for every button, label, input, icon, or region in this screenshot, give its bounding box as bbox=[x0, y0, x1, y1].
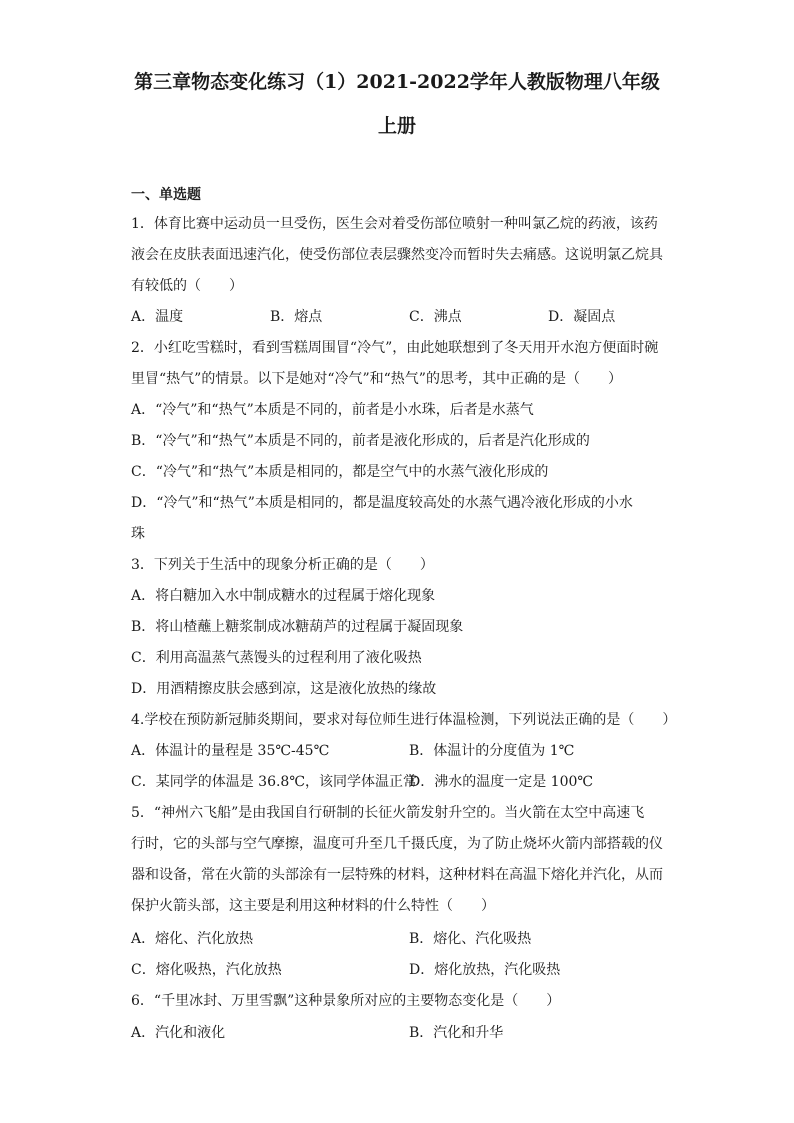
question-1-stem-line: 液会在皮肤表面迅速汽化，使受伤部位表层骤然变冷而暂时失去痛感。这说明氯乙烷具 bbox=[131, 247, 663, 263]
document-title: 第三章物态变化练习（1）2021-2022学年人教版物理八年级 bbox=[134, 71, 660, 93]
question-2-stem-line: 2．小红吃雪糕时，看到雪糕周围冒“冷气”，由此她联想到了冬天用开水泡方便面时碗 bbox=[131, 340, 659, 356]
question-5-stem-line: 器和设备，常在火箭的头部涂有一层特殊的材料，这种材料在高温下熔化并汽化，从而 bbox=[131, 867, 663, 883]
question-1-option-a: A．温度 bbox=[131, 309, 184, 325]
question-5-option-d: D．熔化放热，汽化吸热 bbox=[409, 962, 561, 978]
question-5-option-c: C．熔化吸热，汽化放热 bbox=[131, 962, 282, 978]
question-1-stem-line: 有较低的（ ） bbox=[131, 278, 243, 294]
question-4-option-c: C．某同学的体温是 36.8℃，该同学体温正常 bbox=[131, 774, 417, 790]
question-3-option-d: D．用酒精擦皮肤会感到凉，这是液化放热的缘故 bbox=[131, 681, 437, 697]
question-1-stem-line: 1．体育比赛中运动员一旦受伤，医生会对着受伤部位喷射一种叫氯乙烷的药液，该药 bbox=[131, 216, 658, 232]
question-5-stem-line: 保护火箭头部，这主要是利用这种材料的什么特性（ ） bbox=[131, 898, 495, 914]
question-3-option-b: B．将山楂蘸上糖浆制成冰糖葫芦的过程属于凝固现象 bbox=[131, 619, 464, 635]
question-1-option-c: C．沸点 bbox=[409, 309, 462, 325]
question-5-option-b: B．熔化、汽化吸热 bbox=[409, 931, 532, 947]
document-title-continued: 上册 bbox=[377, 115, 416, 137]
question-2-option-a: A．“冷气”和“热气”本质是不同的，前者是小水珠，后者是水蒸气 bbox=[131, 402, 534, 418]
question-3-option-a: A．将白糖加入水中制成糖水的过程属于熔化现象 bbox=[131, 588, 436, 604]
question-3-option-c: C．利用高温蒸气蒸馒头的过程利用了液化吸热 bbox=[131, 650, 422, 666]
question-1-option-d: D．凝固点 bbox=[548, 309, 616, 325]
question-2-option-b: B．“冷气”和“热气”本质是不同的，前者是液化形成的，后者是汽化形成的 bbox=[131, 433, 590, 449]
question-6-option-b: B．汽化和升华 bbox=[409, 1025, 504, 1041]
question-5-stem-line: 行时，它的头部与空气摩擦，温度可升至几千摄氏度，为了防止烧坏火箭内部搭载的仪 bbox=[131, 836, 663, 852]
question-4-option-a: A．体温计的量程是 35℃-45℃ bbox=[131, 743, 330, 759]
question-4-option-d: D．沸水的温度一定是 100℃ bbox=[409, 774, 594, 790]
section-heading: 一、单选题 bbox=[131, 187, 201, 203]
question-2-option-d: D．“冷气”和“热气”本质是相同的，都是温度较高处的水蒸气遇冷液化形成的小水 bbox=[131, 495, 633, 511]
question-4-option-b: B．体温计的分度值为 1℃ bbox=[409, 743, 575, 759]
question-3-stem-line: 3．下列关于生活中的现象分析正确的是（ ） bbox=[131, 557, 434, 573]
question-4-stem-line: 4.学校在预防新冠肺炎期间，要求对每位师生进行体温检测，下列说法正确的是（ ） bbox=[131, 712, 677, 728]
question-2-stem-line: 里冒“热气”的情景。以下是她对“冷气”和“热气”的思考，其中正确的是（ ） bbox=[131, 371, 622, 387]
question-5-stem-line: 5．“神州六飞船”是由我国自行研制的长征火箭发射升空的。当火箭在太空中高速飞 bbox=[131, 805, 645, 821]
question-6-stem-line: 6．“千里冰封、万里雪飘”这种景象所对应的主要物态变化是（ ） bbox=[131, 993, 561, 1009]
question-2-option-d-continued: 珠 bbox=[131, 526, 145, 542]
question-2-option-c: C．“冷气”和“热气”本质是相同的，都是空气中的水蒸气液化形成的 bbox=[131, 464, 549, 480]
question-6-option-a: A．汽化和液化 bbox=[131, 1025, 226, 1041]
question-5-option-a: A．熔化、汽化放热 bbox=[131, 931, 254, 947]
question-1-option-b: B．熔点 bbox=[270, 309, 323, 325]
